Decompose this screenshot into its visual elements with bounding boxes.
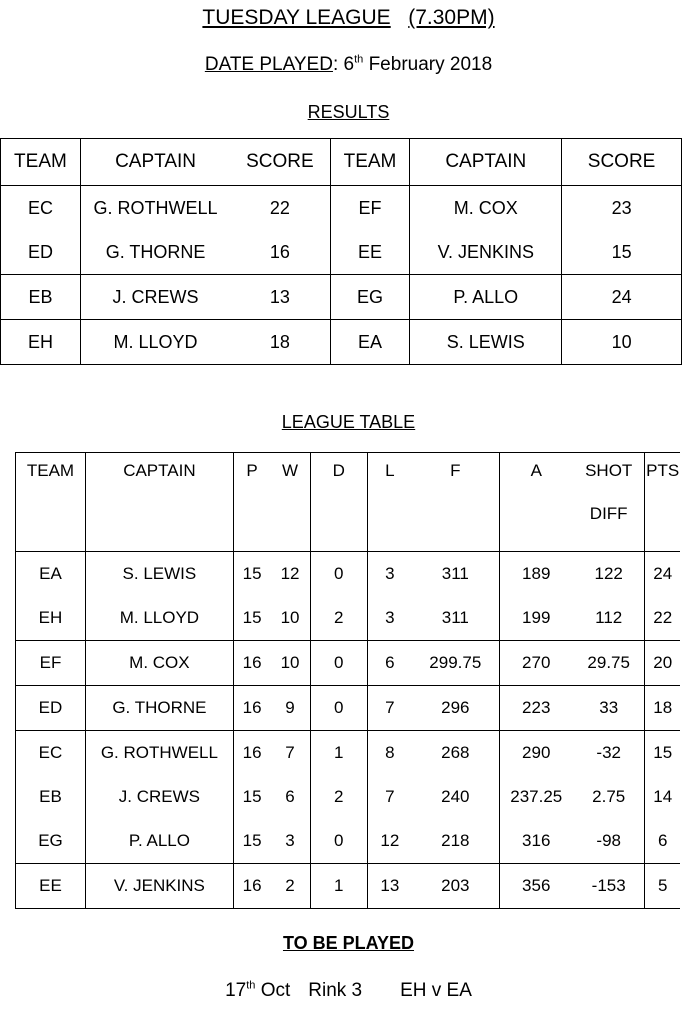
league-cell: 15: [233, 775, 270, 819]
league-cell: M. LLOYD: [85, 596, 233, 641]
results-cell: 22: [230, 186, 330, 231]
league-cell: 189: [499, 552, 573, 597]
results-header-captain-2: CAPTAIN: [410, 139, 562, 186]
league-cell: ED: [16, 686, 86, 731]
league-header-row: [16, 453, 681, 552]
to-be-played-heading: TO BE PLAYED: [282, 933, 415, 953]
league-cell: 316: [499, 819, 573, 864]
league-row: [16, 819, 681, 864]
league-cell: 16: [233, 641, 270, 686]
results-row: [1, 320, 682, 365]
league-cell: 356: [499, 864, 573, 909]
league-cell: 223: [499, 686, 573, 731]
league-cell: 299.75: [412, 641, 499, 686]
league-row: [16, 731, 681, 776]
results-cell: 24: [562, 275, 682, 320]
league-cell: G. THORNE: [85, 686, 233, 731]
league-cell: 6: [645, 819, 680, 864]
league-cell: -98: [596, 831, 621, 850]
league-cell: 5: [645, 864, 680, 909]
league-cell: 240: [441, 787, 470, 806]
league-cell: EB: [39, 787, 62, 806]
results-cell: P. ALLO: [410, 275, 562, 320]
league-cell: 29.75: [573, 641, 645, 686]
results-cell: 16: [269, 241, 290, 262]
results-cell: V. JENKINS: [410, 230, 562, 275]
results-cell: EB: [1, 275, 81, 320]
results-cell: EE: [330, 230, 410, 275]
league-cell: 7: [367, 775, 412, 819]
league-cell: 15: [233, 552, 270, 597]
league-cell: J. CREWS: [85, 775, 233, 819]
league-cell: 7: [367, 686, 412, 731]
league-cell: EH: [38, 608, 63, 627]
league-cell: 20: [645, 641, 680, 686]
league-header-lost: L: [367, 453, 412, 552]
league-table: [15, 452, 680, 909]
results-cell: J. CREWS: [80, 275, 230, 320]
results-header-score-1: SCORE: [246, 151, 314, 172]
league-cell: 13: [367, 864, 412, 909]
league-cell: 15: [233, 596, 270, 641]
league-cell: 290: [499, 731, 573, 776]
league-cell: EE: [16, 864, 86, 909]
league-cell: 203: [412, 864, 499, 909]
results-header-row: [1, 139, 682, 186]
results-cell: 10: [562, 320, 682, 365]
league-cell: EG: [38, 831, 63, 850]
league-header-played: P: [233, 453, 270, 552]
league-cell: 0: [310, 819, 367, 864]
results-row: [1, 275, 682, 320]
date-suffix: th: [354, 53, 364, 66]
league-cell: EF: [16, 641, 86, 686]
fixture-match: EH v EA: [400, 980, 472, 1001]
results-cell: EG: [330, 275, 410, 320]
results-cell: 13: [230, 275, 330, 320]
league-header-points: PTS: [645, 453, 680, 552]
league-cell: 0: [310, 641, 367, 686]
league-cell: 18: [645, 686, 680, 731]
date-rest: February 2018: [368, 54, 493, 75]
league-cell: 10: [270, 641, 310, 686]
league-cell: 10: [280, 608, 300, 627]
league-header-for: F: [450, 461, 461, 480]
results-cell: EF: [330, 186, 410, 231]
league-cell: 2: [270, 864, 310, 909]
league-cell: -153: [573, 864, 645, 909]
league-header-captain: CAPTAIN: [85, 453, 233, 552]
results-cell: M. LLOYD: [80, 320, 230, 365]
league-header-drawn: D: [310, 453, 367, 552]
league-header-team: TEAM: [26, 461, 75, 480]
league-row: [16, 552, 681, 597]
league-cell: 12: [270, 552, 310, 597]
results-cell: EC: [1, 186, 81, 231]
league-cell: 268: [412, 731, 499, 776]
league-cell: 237.25: [499, 775, 573, 819]
league-cell: 0: [310, 552, 367, 597]
league-cell: P. ALLO: [85, 819, 233, 864]
results-row: [1, 186, 682, 231]
fixture-day: 17: [225, 980, 247, 1001]
league-cell: 15: [233, 819, 270, 864]
league-cell: 199: [499, 596, 573, 641]
results-row: [1, 230, 682, 275]
league-cell: 1: [310, 864, 367, 909]
league-header-diff: DIFF: [589, 504, 628, 523]
results-cell: S. LEWIS: [410, 320, 562, 365]
league-table-heading: LEAGUE TABLE: [281, 412, 416, 432]
league-cell: 7: [270, 731, 310, 776]
fixture-day-suffix: th: [246, 979, 256, 992]
league-cell: 2.75: [592, 787, 626, 806]
results-table: [0, 138, 682, 365]
league-cell: 1: [310, 731, 367, 776]
date-played-label: DATE PLAYED: [204, 54, 333, 75]
league-cell: 3: [367, 552, 412, 597]
league-cell: 2: [310, 775, 367, 819]
league-row: [16, 864, 681, 909]
league-cell: M. COX: [85, 641, 233, 686]
league-header-against: A: [499, 453, 573, 552]
league-header-shot-diff: [573, 453, 645, 552]
fixture-line: [0, 980, 697, 1002]
league-cell: 112: [595, 608, 623, 627]
league-row: [16, 641, 681, 686]
league-cell: 270: [499, 641, 573, 686]
league-cell: 9: [270, 686, 310, 731]
league-cell: 3: [367, 596, 412, 641]
results-cell: G. ROTHWELL: [80, 186, 230, 231]
league-cell: S. LEWIS: [85, 552, 233, 597]
date-played: DATE PLAYED: 6th February 2018: [204, 53, 493, 75]
league-row: [16, 596, 681, 641]
title-time: (7.30PM): [408, 6, 495, 29]
results-header-team-1: TEAM: [14, 151, 67, 172]
results-header-score-2: SCORE: [562, 139, 682, 186]
league-cell: 311: [441, 608, 469, 627]
fixture-month: Oct: [260, 980, 291, 1001]
results-cell: ED: [27, 241, 53, 262]
league-cell: G. ROTHWELL: [85, 731, 233, 776]
league-row: [16, 775, 681, 819]
league-cell: 6: [285, 787, 295, 806]
results-header-captain-1: CAPTAIN: [80, 139, 230, 186]
league-header-won: W: [282, 461, 299, 480]
league-cell: 311: [412, 552, 499, 597]
league-cell: 0: [310, 686, 367, 731]
fixture-rink: Rink 3: [308, 980, 363, 1001]
league-cell: 218: [441, 831, 470, 850]
results-cell: EH: [1, 320, 81, 365]
results-cell: 15: [562, 230, 682, 275]
results-cell: 23: [562, 186, 682, 231]
league-cell: 22: [645, 596, 680, 641]
league-cell: 16: [233, 731, 270, 776]
league-cell: 12: [367, 819, 412, 864]
league-cell: 8: [367, 731, 412, 776]
results-header-team-2: TEAM: [330, 139, 410, 186]
league-cell: V. JENKINS: [85, 864, 233, 909]
results-cell: 18: [230, 320, 330, 365]
league-row: [16, 686, 681, 731]
league-cell: EA: [16, 552, 86, 597]
league-cell: 33: [573, 686, 645, 731]
league-cell: 16: [233, 686, 270, 731]
league-cell: 16: [233, 864, 270, 909]
league-cell: 14: [645, 775, 680, 819]
league-cell: EC: [16, 731, 86, 776]
league-cell: 122: [573, 552, 645, 597]
date-day: 6: [343, 54, 355, 75]
results-cell: G. THORNE: [80, 230, 230, 275]
league-cell: 3: [285, 831, 295, 850]
results-cell: EA: [330, 320, 410, 365]
league-header-shot: SHOT: [585, 461, 633, 480]
title-main: TUESDAY LEAGUE: [202, 6, 391, 29]
league-cell: 296: [412, 686, 499, 731]
page-title: [0, 6, 697, 30]
results-heading: RESULTS: [307, 102, 390, 122]
league-cell: -32: [573, 731, 645, 776]
league-cell: 24: [645, 552, 680, 597]
league-cell: 2: [310, 596, 367, 641]
results-cell: M. COX: [410, 186, 562, 231]
league-cell: 6: [367, 641, 412, 686]
league-cell: 15: [645, 731, 680, 776]
